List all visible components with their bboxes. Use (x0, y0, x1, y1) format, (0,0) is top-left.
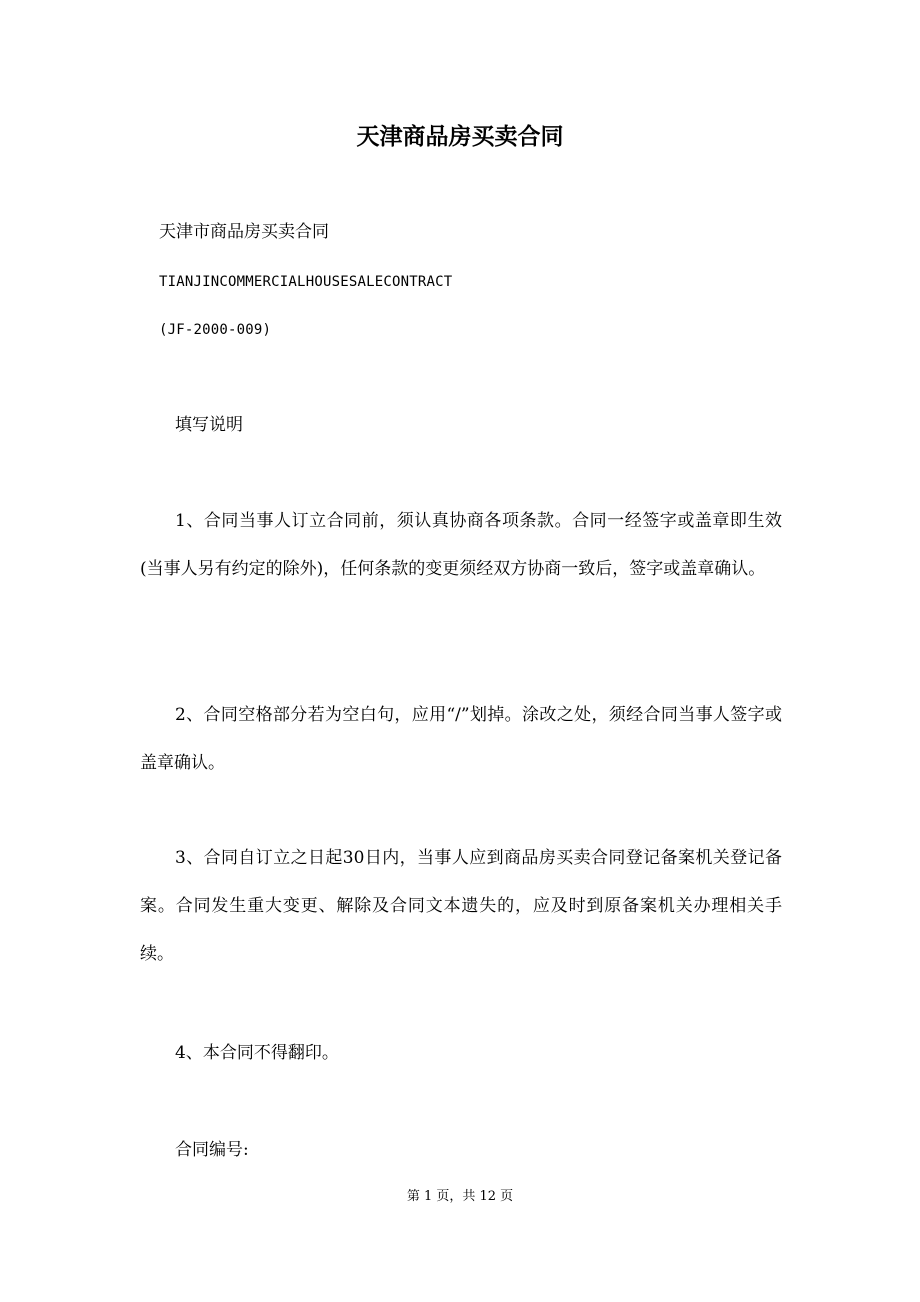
contract-number-label: 合同编号: (175, 1140, 249, 1160)
document-title: 天津商品房买卖合同 (356, 124, 564, 150)
instructions-heading: 填写说明 (175, 415, 243, 435)
instruction-item-3: 3、合同自订立之日起30日内，当事人应到商品房买卖合同登记备案机关登记备案。合同发生重大变更、解除及合同文本遗失的，应及时到原备案机关办理相关手续。 (140, 848, 782, 964)
subtitle-chinese: 天津市商品房买卖合同 (159, 222, 329, 242)
instruction-item-1: 1、合同当事人订立合同前，须认真协商各项条款。合同一经签字或盖章即生效(当事人另有约定的除外)，任何条款的变更须经双方协商一致后，签字或盖章确认。 (140, 511, 782, 579)
instruction-item-2: 2、合同空格部分若为空白句，应用“/”划掉。涂改之处，须经合同当事人签字或盖章确认。 (140, 705, 782, 773)
contract-code: (JF-2000-009) (159, 322, 272, 338)
subtitle-english: TIANJINCOMMERCIALHOUSESALECONTRACT (159, 274, 453, 290)
page-footer: 第 1 页，共 12 页 (406, 1189, 514, 1204)
instruction-item-4: 4、本合同不得翻印。 (175, 1043, 339, 1063)
